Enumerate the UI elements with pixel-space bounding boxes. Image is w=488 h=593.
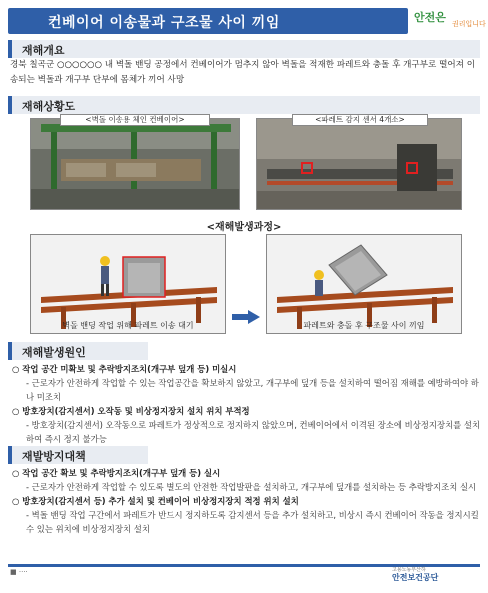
cause-item-2: ○ 방호장치(감지센서) 오작동 및 비상정지장치 설치 위치 부적정 [12,406,250,416]
cause-item-1-detail: - 근로자가 안전하게 작업할 수 있는 작업공간을 확보하지 않았고, 개구부에 덮개 등을 설치하여 떨어짐 재해를 예방하여야 하나 미조치 [26,378,479,402]
overview-text: 경북 칠곡군 ○○○○○○ 내 벽돌 밴딩 공정에서 컨베이어가 멈추지 않아 벽돌을 적재한 파레트와 충돌 후 개구부로 떨어져 이송되는 벽돌과 개구부 단부에 몸체가 끼어 사망 [10,60,476,85]
logo-main-text: 안전은 [414,11,446,24]
section-cause-title: 재해발생원인 [22,346,86,359]
section-prevention-header [8,446,148,464]
section-cause-header [8,342,148,360]
logo-sub-text: 권리입니다 [452,20,486,28]
section-scene-title: 재해상황도 [22,100,76,113]
footer-org-logo: 안전보건공단 [392,573,439,582]
prevention-item-1-detail: - 근로자가 안전하게 작업할 수 있도록 별도의 안전한 작업발판을 설치하고, 개구부에 덮개를 설치하는 등 추락방지조치 실시 [26,482,477,492]
prevention-item-1: ○ 작업 공간 확보 및 추락방지조치(개구부 덮개 등) 실시 [12,468,221,478]
process2-illustration [266,234,462,334]
title-banner [8,8,408,34]
cause-list [12,362,482,446]
cause-item-1: ○ 작업 공간 미확보 및 추락방지조치(개구부 덮개 등) 미실시 [12,364,237,374]
section-overview-title: 재해개요 [22,44,65,57]
photo2-label: <파레트 감지 센서 4개소> [292,114,428,126]
footer-dots: ■ ···· [10,568,28,576]
page-title: 컨베이어 이송물과 구조물 사이 끼임 [48,15,280,31]
process2-caption: 파레트와 충돌 후 구조물 사이 끼임 [303,321,425,330]
prevention-item-2-detail: - 벽돌 밴딩 작업 구간에서 파레트가 반드시 정지하도록 감지센서 등을 추가 설치하고, 비상시 즉시 컨베이어 작동을 정지시킬 수 있는 위치에 비상정지장치 설치 [26,510,479,534]
sensor-photo [256,118,462,210]
footer-org-sub: 고용노동부산하 [392,567,426,573]
section-prevention-title: 재발방지대책 [22,450,86,463]
process1-caption: 벽돌 밴딩 작업 위해 파레트 이송 대기 [62,321,194,330]
photo1-label: <벽돌 이송용 체인 컨베이어> [60,114,210,126]
prevention-list [12,466,482,536]
process1-illustration [30,234,226,334]
prevention-item-2: ○ 방호장치(감지센서 등) 추가 설치 및 컨베이어 비상정지장치 적정 위치 설치 [12,496,299,506]
arrow-right-icon [232,310,260,324]
section-overview-header [8,40,480,58]
process-label: <재해발생과정> [206,222,282,233]
conveyor-photo [30,118,240,210]
campaign-logo [412,6,486,36]
cause-item-2-detail: - 방호장치(감지센서) 오작동으로 파레트가 정상적으로 정지하지 않았으며, 컨베이어에서 이격된 장소에 비상정지장치를 설치하여 즉시 정지 불가능 [26,420,481,444]
section-scene-header [8,96,480,114]
